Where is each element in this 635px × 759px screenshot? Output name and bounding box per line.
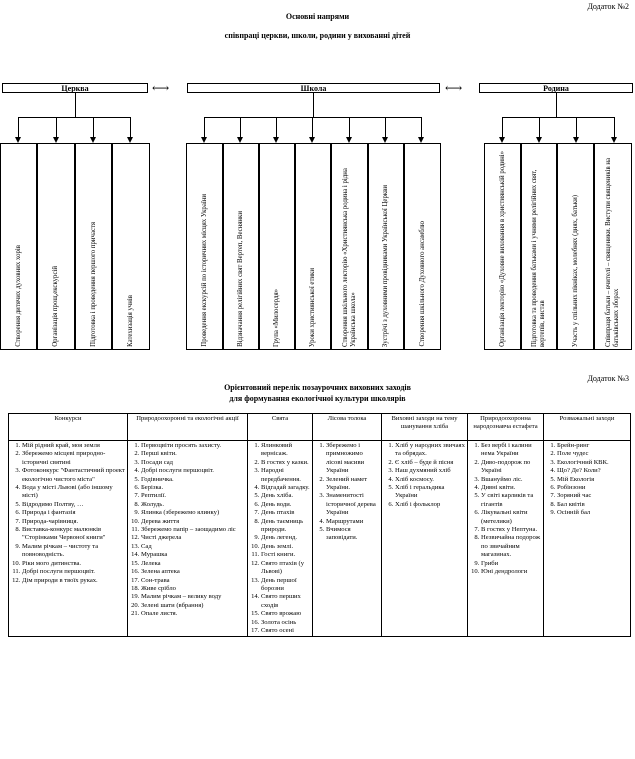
connector-line [276,117,277,137]
church-item-box [0,143,37,350]
school-item-text: Відзначання релігійних свят Вертеп, Веснянки [237,211,244,347]
connector-line [556,93,557,117]
list-item: 13. День першої борозни [261,577,310,594]
list-item: 11. Добрі послуги першоцвіт. [22,568,125,576]
list-item: 4. Маршрутами [326,518,379,526]
list-item: 8. Незвичайна подорож по звичайним магазинах. [481,534,541,559]
connector-line [502,117,503,137]
list-item: 2. Поле чудес [557,450,628,458]
list-item: 1. Ялинковий вернісаж. [261,442,310,459]
list-item: 2. Диво-подорож по Україні [481,459,541,476]
list-item: 1. Без вербі і калини нема України [481,442,541,459]
school-item-box [223,143,259,350]
list-item: 1. Збережемо і примножимо лісові масиви України [326,442,379,476]
list-item: 19. Малим річкам – велику воду [141,593,245,601]
connector-line [312,117,313,137]
table-cell [248,441,313,637]
church-header: Церква [2,83,148,93]
connector-line [130,117,131,137]
connector-line [93,117,94,137]
connector-line [385,117,386,137]
list-item: 11. Гості книги. [261,551,310,559]
list-item: 1. Брейн-ринг [557,442,628,450]
list-item: 6. Берізка. [141,484,245,492]
item-list [11,442,125,585]
column-header: Природоохоронна народознавча естафета [468,414,544,441]
table-row [9,441,631,637]
family-item-box [484,143,521,350]
item-list [315,442,379,543]
family-item-box [557,143,594,350]
connector-line [18,117,19,137]
list-item: 8. Жолудь. [141,501,245,509]
table-cell [382,441,468,637]
list-item: 2. В гостях у казки. [261,459,310,467]
list-item: 14. Свято перших сходів [261,593,310,610]
list-item: 7. Природа-чарівниця. [22,518,125,526]
school-item-box [186,143,223,350]
list-item: 4. Хліб космосу. [395,476,465,484]
list-item: 12. Свято птахів (у Львові) [261,560,310,577]
list-item: 12. Дім природи в твоїх руках. [22,577,125,585]
list-item: 21. Опале листя. [141,610,245,618]
list-item: 8. Виставка-конкурс малюнків "Сторінками Червоної книги" [22,526,125,543]
item-list [546,442,628,518]
family-item-text: Підготовка та проведення батьками і учнями релігійних свят, вертепів, вистав [531,169,546,347]
school-item-text: Проведення екскурсій по історичних місцях України [200,194,208,347]
family-item-text: Організація лекторію «Духовне виховання в християнській родині» [498,151,506,347]
school-item-box [404,143,441,350]
list-item: 6. День води. [261,501,310,509]
school-item-text: Група «Милосердя» [273,288,280,347]
family-item-text: Участь у спільних пікніках, молебнях (днях, батьки) [571,194,579,347]
list-item: 5. У світі карликів та гігантів [481,492,541,509]
list-item: 5. Хліб і геральдика України [395,484,465,501]
school-item-text: Створення шкільного лекторію «Християнська родина і рідна Українська школа» [341,168,357,347]
table-cell [9,441,128,637]
list-item: 4. Вода у місті Львові (або іншому місті) [22,484,125,501]
list-item: 5. Мій Екологія [557,476,628,484]
connector-line [75,93,76,117]
list-item: 10. День землі. [261,543,310,551]
school-item-box [368,143,404,350]
addendum-2-label: Додаток №2 [587,2,629,11]
list-item: 2. Зелений намет України. [326,476,379,493]
connector-line [502,117,614,118]
list-item: 4. Що? Де? Коли? [557,467,628,475]
school-item-text: Уроки християнської етики [309,267,316,347]
list-item: 3. Вшануймо ліс. [481,476,541,484]
list-item: 4. Добрі послуги першоцвіт. [141,467,245,475]
item-list [250,442,310,635]
double-arrow-icon: ⟷ [152,81,170,95]
connector-line [18,117,130,118]
list-item: 12. Чисті джерела [141,534,245,542]
column-header: Конкурси [9,414,128,441]
addendum-3-label: Додаток №3 [587,374,629,383]
list-item: 3. Екологічний КВК. [557,459,628,467]
school-item-text: Створення шкільного Духовного ансамблю [418,221,426,347]
table-header-row [9,414,631,441]
list-item: 16. Золота осінь [261,619,310,627]
table-cell [313,441,382,637]
list-item: 8. Бал квітів [557,501,628,509]
connector-line [56,117,57,137]
list-item: 3. Фотоконкурс "Фантастичний проект екологічно чистого міста" [22,467,125,484]
list-item: 4. Відгадай загадку. [261,484,310,492]
list-item: 3. Посади сад [141,459,245,467]
column-header: Виховні заходи на тему шанування хліба [382,414,468,441]
school-header: Школа [187,83,440,93]
list-item: 3. Наш духмяний хліб [395,467,465,475]
list-item: 6. Хліб і фольклор [395,501,465,509]
list-item: 5. День хліба. [261,492,310,500]
list-item: 10. Дерева життя [141,518,245,526]
list-item: 3. Народні передбачення. [261,467,310,484]
list-item: 1. Хліб у народних звичаях та обрядах. [395,442,465,459]
connector-line [614,117,615,137]
double-arrow-icon: ⟷ [445,81,463,95]
list-item: 8. День таємниць природи. [261,518,310,535]
list-item: 6. Робінзони [557,484,628,492]
list-item: 6. Лікувальні квіти (метелики) [481,509,541,526]
list-item: 1. Мій рідний край, моя земля [22,442,125,450]
connector-line [421,117,422,137]
column-header: Свята [248,414,313,441]
list-item: 7. Зоряний час [557,492,628,500]
list-item: 9. Гриби [481,560,541,568]
table-cell [544,441,631,637]
table-cell [128,441,248,637]
school-item-box [259,143,295,350]
connector-line [313,93,314,117]
school-item-text: Зустрічі з духовними провідниками Української Церкви [382,184,389,347]
family-item-text: Співпраця батьки – вчителі – священики. Виступи священиків на батьківських зборах [605,157,620,347]
list-item: 10. Ріки мого дитинства. [22,560,125,568]
activities-table [8,413,631,637]
column-header: Природоохоронні та екологічні акції [128,414,248,441]
list-item: 7. Рептилії. [141,492,245,500]
table-cell [468,441,544,637]
list-item: 9. Осінній бал [557,509,628,517]
item-list [470,442,541,577]
connector-line [576,117,577,137]
list-item: 3. Знаменитості історичної дерева України [326,492,379,517]
list-item: 15. Лелека [141,560,245,568]
list-item: 18. Живе срібло [141,585,245,593]
church-item-box [112,143,150,350]
table-title: Орієнтовний перелік позаурочних виховних заходів [224,383,411,392]
list-item: 17. Сон-трава [141,577,245,585]
list-item: 16. Зелена аптека [141,568,245,576]
list-item: 5. Вчимося заповідати. [326,526,379,543]
item-list [130,442,245,619]
family-item-box [521,143,557,350]
church-item-text: Створення дитячих духовних хорів [14,245,22,347]
list-item: 7. День птахів [261,509,310,517]
connector-line [539,117,540,137]
list-item: 1. Первоцвіти просять захисту. [141,442,245,450]
school-item-box [331,143,368,350]
church-item-box [75,143,112,350]
list-item: 9. Малим річкам – чистоту та повноводність. [22,543,125,560]
church-item-text: Катехизація учнів [127,295,134,347]
list-item: 2. Збережемо місцеві природно-історичні святині [22,450,125,467]
list-item: 10. Юні дендрологи [481,568,541,576]
list-item: 20. Зелені шати (вбрання) [141,602,245,610]
list-item: 6. Природа і фантазія [22,509,125,517]
list-item: 5. Відродимо Полтву, … [22,501,125,509]
page-subtitle: співпраці церкви, школи, родини у вихованні дітей [224,31,411,40]
column-header: Лісова толока [313,414,382,441]
list-item: 5. Годівничка. [141,476,245,484]
list-item: 14. Мурашка [141,551,245,559]
connector-line [240,117,241,137]
church-item-text: Організація прощ,екскурсій [52,266,59,347]
list-item: 4. Дивні квіти. [481,484,541,492]
column-header: Розважальні заходи [544,414,631,441]
church-item-text: Підготовка і проведення першого причастя [89,222,97,347]
list-item: 15. Свято врожаю [261,610,310,618]
list-item: 9. День легенд. [261,534,310,542]
list-item: 17. Свято осені [261,627,310,635]
church-item-box [37,143,75,350]
table-subtitle: для формування екологічної культури школярів [229,394,406,403]
school-item-box [295,143,331,350]
connector-line [349,117,350,137]
list-item: 7. В гостях у Нептуна. [481,526,541,534]
list-item: 13. Сад [141,543,245,551]
family-item-box [594,143,632,350]
list-item: 2. Перші квіти. [141,450,245,458]
list-item: 11. Збережемо папір – заощадимо ліс [141,526,245,534]
list-item: 9. Ялинка (збережемо ялинку) [141,509,245,517]
page-title: Основні напрями [285,12,350,21]
item-list [384,442,465,509]
connector-line [204,117,205,137]
list-item: 2. Є хліб – буде й пісня [395,459,465,467]
family-header: Родина [479,83,633,93]
